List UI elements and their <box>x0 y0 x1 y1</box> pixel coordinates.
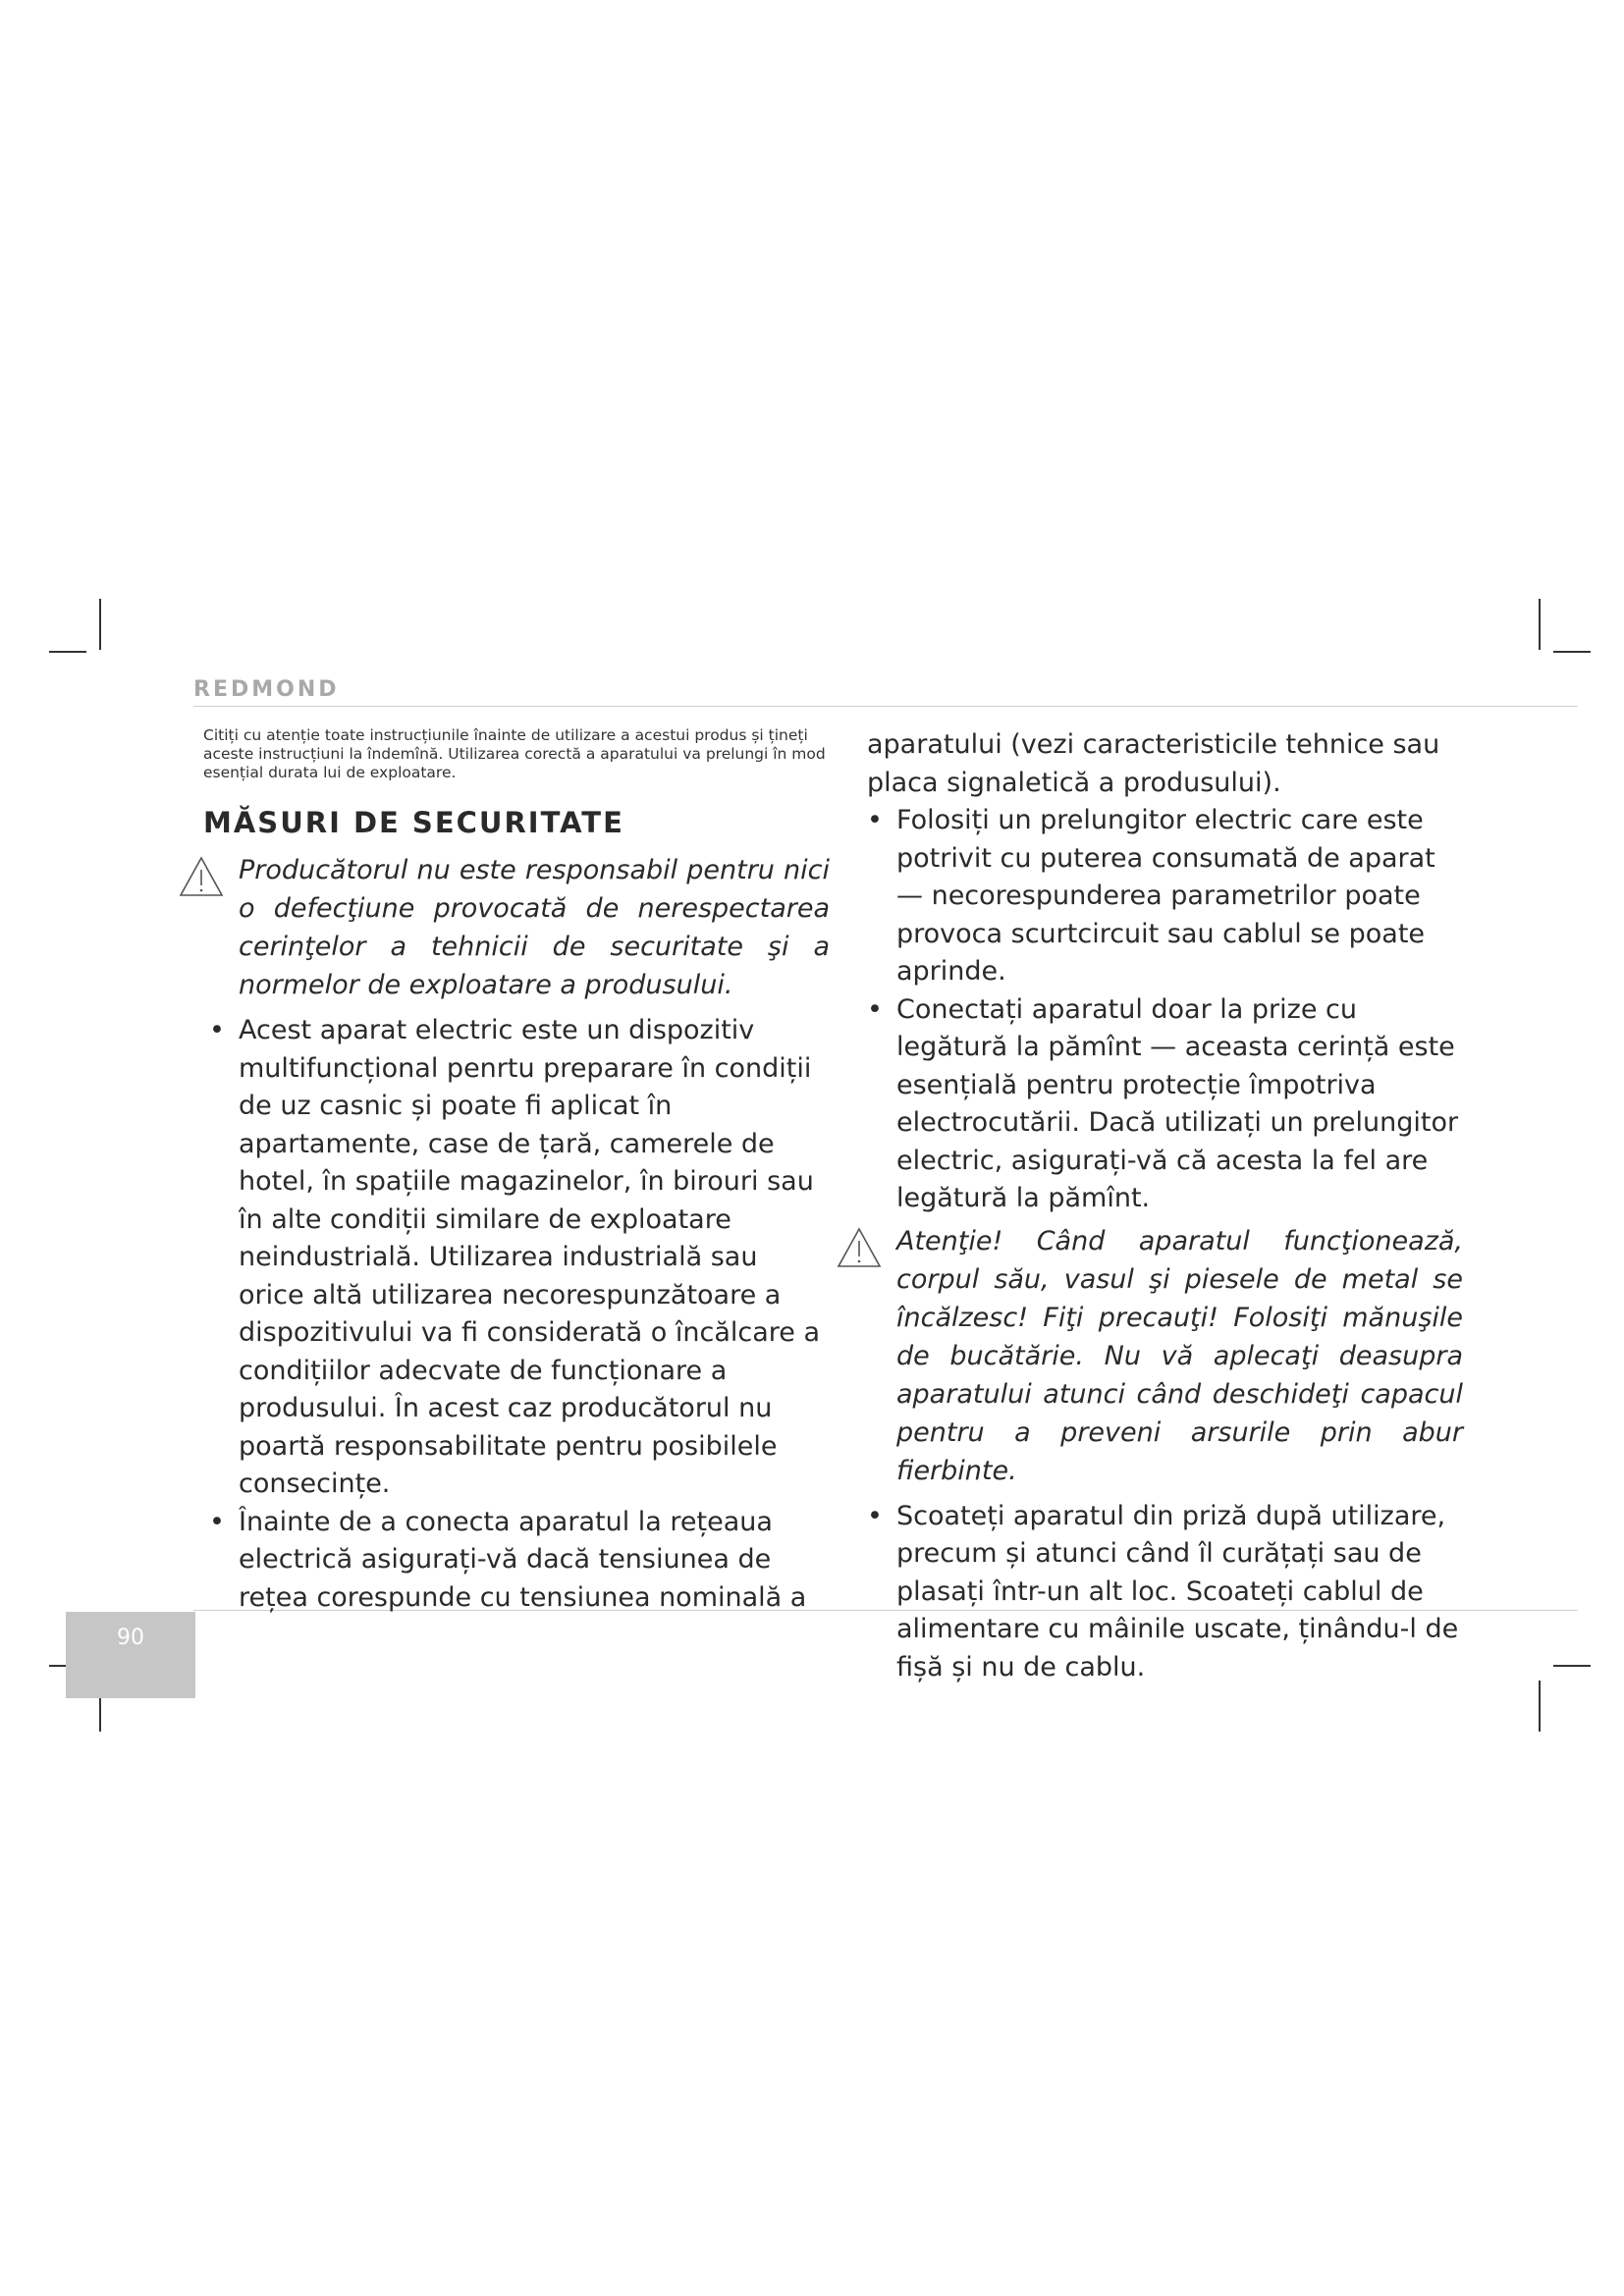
crop-mark <box>99 599 101 650</box>
list-item-text: Conectați aparatul doar la prize cu legătură la pămînt — aceasta cerință este esențială pentru protecție împotriva electrocutării. Dacă utilizați un prelungitor electric, asigurați-vă că acesta la fel are legătură la pămînt. <box>896 993 1459 1213</box>
list-item <box>201 1504 830 1618</box>
list-item <box>859 991 1463 1218</box>
crop-mark <box>49 651 86 653</box>
page-number-box <box>66 1612 195 1698</box>
bullet-icon: • <box>867 993 883 1025</box>
warning-triangle-icon <box>178 855 225 898</box>
warning-note <box>201 851 830 1004</box>
bullet-icon: • <box>867 1500 883 1531</box>
warning-text: Producătorul nu este responsabil pentru nici o defecţiune provocată de nerespectarea cerinţelor a tehnicii de securitate şi a normelor de exploatare a produsului. <box>239 855 830 1000</box>
brand-logo: REDMOND <box>193 677 340 702</box>
list-item-text: Acest aparat electric este un dispozitiv multifuncțional penrtu preparare în condiții de uz casnic și poate fi aplicat în apartamente, case de țară, camerele de hotel, în spațiile magazinelor, în birouri sau în alte condiții similare de exploatare neindustrială. Utilizarea industrială sau orice altă utilizarea necorespunzătoare a dispozitivului va fi considerată o încălcare a condițiilor adecvate de funcționare a produsului. În acest caz producătorul nu poartă responsabilitate pentru posibilele consecințe. <box>239 1015 821 1499</box>
section-heading: MĂSURI DE SECURITATE <box>203 806 624 839</box>
bullet-icon: • <box>209 1015 225 1045</box>
intro-text: Citiți cu atenție toate instrucțiunile înainte de utilizare a acestui produs și țineți aceste instrucțiuni la îndemînă. Utilizarea corectă a aparatului va prelungi în mod esențial durata lui de exploatare. <box>203 726 826 781</box>
list-item <box>201 1012 830 1504</box>
list-item-text: Scoateți aparatul din priză după utilizare, precum și atunci când îl curățați sau de plasați într-un alt loc. Scoateți cablul de alimentare cu mâinile uscate, ținându-l de fișă și nu de cablu. <box>896 1500 1459 1682</box>
warning-triangle-icon <box>836 1226 883 1269</box>
warning-note <box>859 1222 1463 1490</box>
header-rule <box>193 706 1578 707</box>
warning-text: Atenţie! Când aparatul funcţionează, corpul său, vasul şi piesele de metal se încălzesc! Fiţi precauţi! Folosiţi mănuşile de bucătărie. Nu vă aplecaţi deasupra aparatului atunci când deschideţi capacul pentru a preveni arsurile prin abur fierbinte. <box>896 1225 1463 1486</box>
crop-mark <box>1539 1681 1541 1732</box>
crop-mark <box>1553 1665 1591 1667</box>
list-item <box>859 802 1463 991</box>
list-item-text: Înainte de a conecta aparatul la rețeaua electrică asigurați-vă dacă tensiunea de rețea corespunde cu tensiunea nominală a <box>239 1506 807 1613</box>
page-number: 90 <box>117 1626 144 1650</box>
crop-mark <box>1553 651 1591 653</box>
bullet-icon: • <box>209 1506 225 1537</box>
left-column <box>201 726 830 1617</box>
bullet-icon: • <box>867 805 883 835</box>
right-column <box>859 726 1463 1686</box>
crop-mark <box>1539 599 1541 650</box>
list-item-text: Folosiți un prelungitor electric care este potrivit cu puterea consumată de aparat — necorespunderea parametrilor poate provoca scurtcircuit sau cablul se poate aprinde. <box>896 805 1435 987</box>
list-item <box>859 1498 1463 1687</box>
list-item-continuation: aparatului (vezi caracteristicile tehnice sau placa signaletică a produsului). <box>867 729 1440 798</box>
